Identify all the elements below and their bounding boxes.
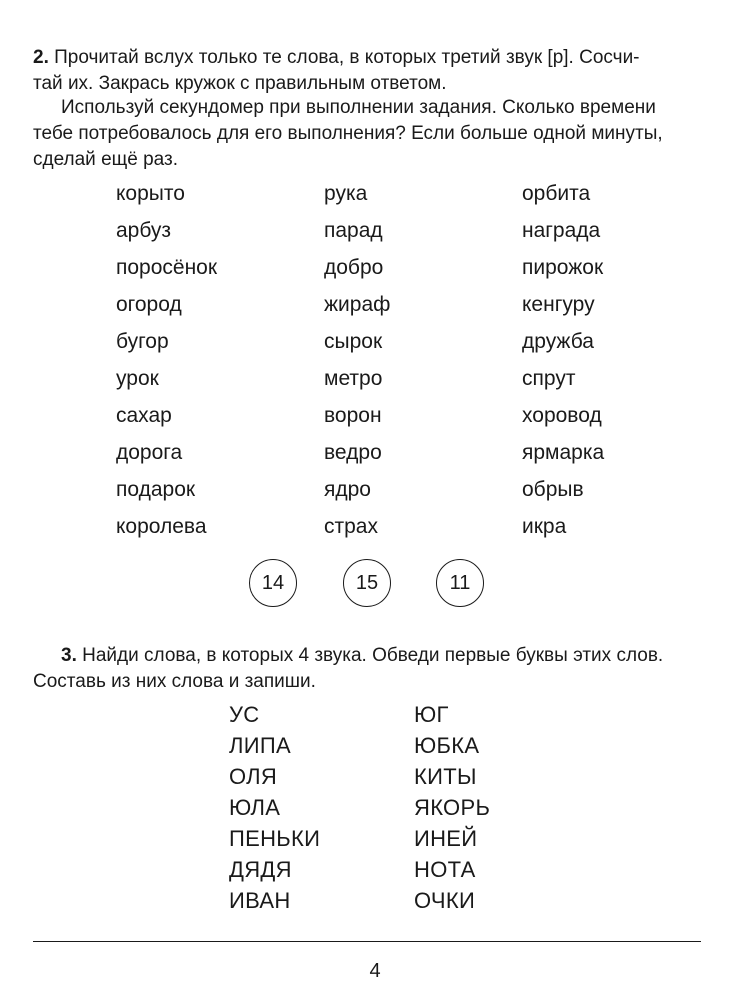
task3-instruction <box>33 643 701 695</box>
task2-stopwatch-line3: сделай ещё раз. <box>33 149 179 170</box>
task2-word: ярмарка <box>522 441 605 464</box>
task3-word[interactable]: ПЕНЬКИ <box>229 826 321 851</box>
task2-word: корыто <box>116 182 185 205</box>
task3-word[interactable]: ЮГ <box>414 702 449 727</box>
task2-stopwatch-note <box>33 95 701 173</box>
task2-word: королева <box>116 515 207 538</box>
task3-word[interactable]: КИТЫ <box>414 764 477 789</box>
task2-word: икра <box>522 515 567 538</box>
task3-word[interactable]: ОЛЯ <box>229 764 278 789</box>
task2-word: добро <box>324 256 384 279</box>
task2-word: ядро <box>324 478 371 501</box>
answer-circle-14[interactable]: 14 <box>249 559 297 607</box>
answer-circle-15[interactable]: 15 <box>343 559 391 607</box>
task2-word: арбуз <box>116 219 172 242</box>
task2-word: парад <box>324 219 383 242</box>
task2-word: страх <box>324 515 378 538</box>
task2-word: ведро <box>324 441 382 464</box>
task2-word: кенгуру <box>522 293 595 316</box>
task2-word: огород <box>116 293 182 316</box>
task2-word: рука <box>324 182 368 205</box>
task3-instruction-line2: Составь из них слова и запиши. <box>33 671 316 692</box>
task2-stopwatch-line2: тебе потребовалось для его выполнения? Если больше одной минуты, <box>33 123 663 144</box>
footer-divider <box>33 941 701 942</box>
task2-word: метро <box>324 367 383 390</box>
task2-word: хоровод <box>522 404 602 427</box>
task2-word: дорога <box>116 441 183 464</box>
task2-instruction-line1: Прочитай вслух только те слова, в которых третий звук [р]. Сосчи- <box>54 47 640 68</box>
task2-word: подарок <box>116 478 196 501</box>
task2-number: 2. <box>33 47 49 68</box>
task2-word: спрут <box>522 367 576 390</box>
task3-word[interactable]: ЮБКА <box>414 733 480 758</box>
task2-stopwatch-line1: Используй секундомер при выполнении задания. Сколько времени <box>61 97 656 118</box>
task3-word[interactable]: НОТА <box>414 857 476 882</box>
task2-word: сахар <box>116 404 172 427</box>
task2-instruction <box>33 45 701 97</box>
task2-word: жираф <box>324 293 391 316</box>
task3-word[interactable]: УС <box>229 702 260 727</box>
task2-word: дружба <box>522 330 594 353</box>
task2-word: обрыв <box>522 478 584 501</box>
task3-word[interactable]: ИНЕЙ <box>414 826 478 851</box>
task2-word: ворон <box>324 404 382 427</box>
task2-word: награда <box>522 219 601 242</box>
page-number: 4 <box>369 960 381 982</box>
task2-word: поросёнок <box>116 256 218 279</box>
task2-word: сырок <box>324 330 383 353</box>
task3-word[interactable]: ЯКОРЬ <box>414 795 491 820</box>
task2-word: бугор <box>116 330 169 353</box>
task2-word: урок <box>116 367 159 390</box>
task3-word[interactable]: ОЧКИ <box>414 888 476 913</box>
task3-number: 3. <box>61 645 77 666</box>
task2-word: пирожок <box>522 256 604 279</box>
task2-word: орбита <box>522 182 591 205</box>
task3-instruction-line1: Найди слова, в которых 4 звука. Обведи первые буквы этих слов. <box>82 645 664 666</box>
task3-word[interactable]: ЮЛА <box>229 795 281 820</box>
task3-word[interactable]: ДЯДЯ <box>229 857 292 882</box>
answer-circle-11[interactable]: 11 <box>436 559 484 607</box>
task3-word[interactable]: ЛИПА <box>229 733 291 758</box>
task3-word[interactable]: ИВАН <box>229 888 291 913</box>
task2-instruction-line2: тай их. Закрась кружок с правильным ответом. <box>33 73 447 94</box>
